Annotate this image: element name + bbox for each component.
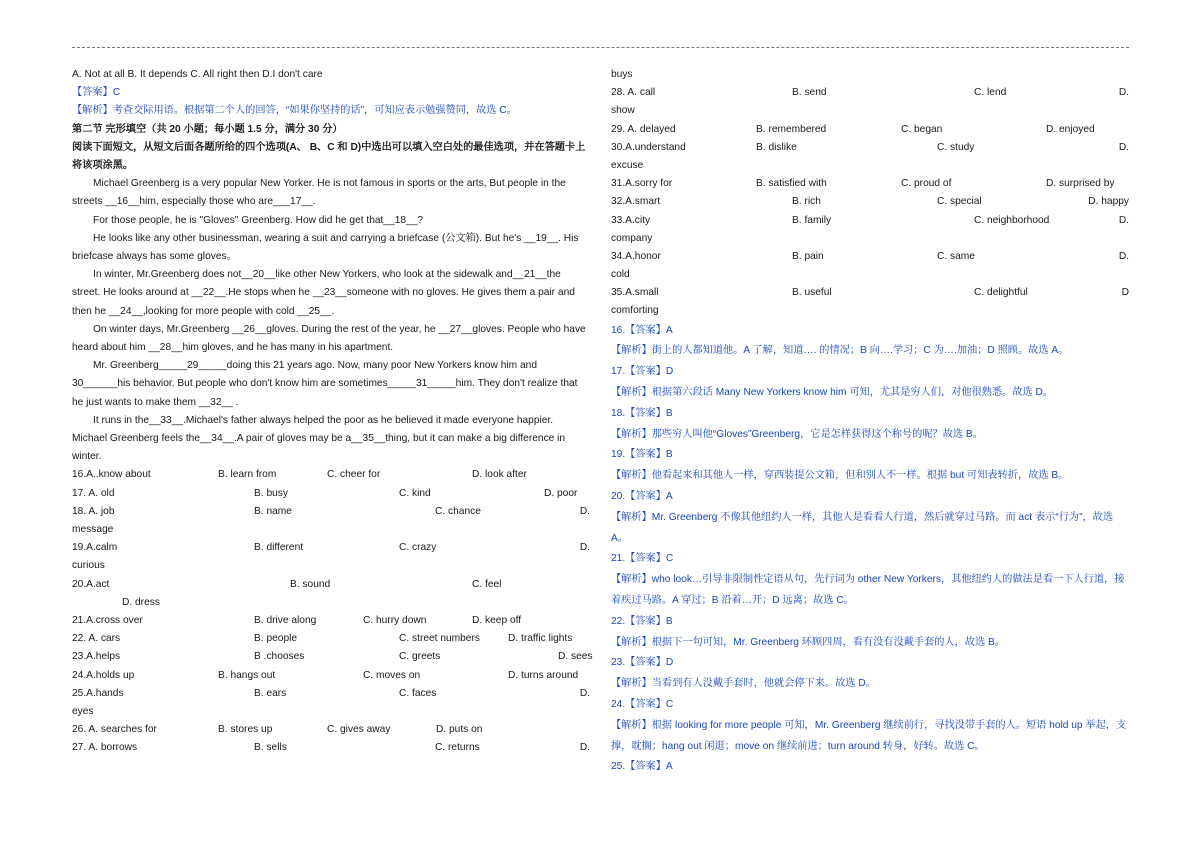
option-row: 35.A.small B. useful C. delightful D [611, 287, 1129, 299]
explanation-21: 【解析】who look…引导非限制性定语从句，先行词为 other New Yorkers，其他纽约人的做法是看一下人行道，接着疾过马路。A 穿过；B 沿着…开；D 远离；故选 C。 [611, 574, 1125, 606]
option-row: 29. A. delayed B. remembered C. began D. enjoyed [611, 123, 1095, 135]
q15-explanation: 【解析】考查交际用语。根据第二个人的回答，“如果你坚持的话”，可知应表示勉强赞同，故选 C。 [72, 105, 517, 117]
answer-25: 25.【答案】A [611, 761, 673, 773]
answer-19: 19.【答案】B [611, 449, 673, 461]
header-rule [72, 47, 1129, 48]
explanation-17: 【解析】根据第六段话 Many New Yorkers know him 可知，尤其是穷人们，对他很熟悉。故选 D。 [611, 387, 1054, 399]
option-row: 30.A.understand B. dislike C. study D. [611, 141, 1129, 153]
instructions: 阅读下面短文，从短文后面各题所给的四个选项(A、 B、C 和 D)中选出可以填入空白处的最佳选项，并在答题卡上将该项涂黑。 [72, 141, 586, 172]
answer-16: 16.【答案】A [611, 324, 673, 336]
passage-paragraph: In winter, Mr.Greenberg does not__20__like other New Yorkers, who look at the sidewalk and__21__the street. He looks around at __22__.He stops when he __23__someone with no gloves. He gives them a pair and then he __24__,looking for more people with cold __25__. [72, 269, 575, 317]
explanation-16: 【解析】街上的人都知道他。A 了解，知道…. 的情况；B 向….学习；C 为….加油；D 照顾。故选 A。 [611, 345, 1069, 357]
option-row: 27. A. borrows B. sells C. returns D. [72, 742, 590, 754]
passage-paragraph: For those people, he is "Gloves" Greenberg. How did he get that__18__? [93, 214, 424, 226]
option-row: 18. A. job B. name C. chance D. [72, 505, 590, 517]
option-row: curious [72, 560, 105, 572]
answer-21: 21.【答案】C [611, 553, 674, 565]
answer-20: 20.【答案】A [611, 491, 673, 502]
explanation-23: 【解析】当看到有人没戴手套时，他就会停下来。故选 D。 [611, 678, 876, 690]
option-row: eyes [72, 705, 94, 717]
explanation-18: 【解析】那些穷人叫他“Gloves”Greenberg，它是怎样获得这个称号的呢？故选 B。 [611, 428, 983, 440]
explanation-22: 【解析】根据下一句可知，Mr. Greenberg 环顾四周，看有没有没戴手套的人，故选 B。 [611, 636, 1005, 648]
option-row: 34.A.honor B. pain C. same D. [611, 250, 1129, 262]
option-row: 21.A.cross over B. drive along C. hurry down D. keep off [72, 614, 522, 626]
option-row: 25.A.hands B. ears C. faces D. [72, 687, 590, 699]
option-row: 20.A.act B. sound C. feel [72, 578, 502, 590]
answer-24: 24.【答案】C [611, 698, 674, 710]
option-row: company [611, 232, 653, 244]
option-row: D. dress [122, 596, 160, 608]
option-row: 23.A.helps B .chooses C. greets D. sees [72, 651, 593, 663]
passage-paragraph: It runs in the__33__.Michael's father always helped the poor as he believed it made everyone happier. Michael Greenberg feels the__34__.A pair of gloves may be a__35__thing, but it can make a big difference in winter. [72, 414, 566, 463]
answer-17: 17.【答案】D [611, 366, 674, 378]
explanation-24: 【解析】根据 looking for more people 可知，Mr. Greenberg 继续前行，寻找没带手套的人。短语 hold up 举起，支撑，耽搁；hang out 闲逛；move on 继续前进；turn around 转身，好转。故选 C。 [611, 719, 1127, 752]
left-column [72, 66, 593, 757]
option-row: buys [611, 69, 633, 80]
option-row: 28. A. call B. send C. lend D. [611, 87, 1129, 99]
option-row: 22. A. cars B. people C. street numbers D. traffic lights [72, 633, 573, 645]
explanation-19: 【解析】他看起来和其他人一样，穿西装提公文箱，但和别人不一样。根据 but 可知表转折，故选 B。 [611, 470, 1069, 482]
passage-paragraph: On winter days, Mr.Greenberg __26__gloves. During the rest of the year, he __27__gloves. People who have heard about him __28__him gloves, and he has many in his apartment. [72, 323, 586, 354]
option-row: comforting [611, 305, 659, 317]
section-title: 第二节 完形填空（共 20 小题；每小题 1.5 分，满分 30 分） [72, 123, 343, 135]
passage-paragraph: He looks like any other businessman, wearing a suit and carrying a briefcase (公文箱). But he's __19__. His briefcase always has some gloves。 [72, 232, 579, 263]
option-row: 19.A.calm B. different C. crazy D. [72, 542, 590, 554]
q15-options: A. Not at all B. It depends C. All right then D.I don't care [72, 69, 323, 80]
option-row: 17. A. old B. busy C. kind D. poor [72, 487, 578, 499]
option-row: 16.A..know about B. learn from C. cheer for D. look after [72, 469, 527, 481]
option-row: 31.A.sorry for B. satisfied with C. proud of D. surprised by [611, 178, 1115, 190]
right-column [611, 66, 1129, 778]
q15-answer: 【答案】C [72, 87, 121, 99]
option-row: 24.A.holds up B. hangs out C. moves on D. turns around [72, 669, 579, 681]
explanation-20: 【解析】Mr. Greenberg 不像其他纽约人一样，其他人是看看人行道，然后就穿过马路。而 act 表示“行为”，故选 A。 [611, 511, 1114, 544]
answer-23: 23.【答案】D [611, 657, 674, 669]
passage-paragraph: Michael Greenberg is a very popular New Yorker. He is not famous in sports or the arts, But people in the streets __16__him, especially those who are___17__. [72, 178, 566, 208]
answer-18: 18.【答案】B [611, 407, 673, 419]
option-row: 26. A. searches for B. stores up C. gives away D. puts on [72, 724, 483, 736]
option-row: 32.A.smart B. rich C. special D. happy [611, 196, 1129, 208]
option-row: show [611, 105, 635, 117]
passage-paragraph: Mr. Greenberg_____29_____doing this 21 years ago. Now, many poor New Yorkers know him and 30______his behavior. But people who don't know him are sometimes_____31_____him. They don't realize that he just wants to make them __32__ . [72, 360, 578, 408]
option-row: excuse [611, 159, 644, 171]
option-row: cold [611, 269, 630, 281]
answer-22: 22.【答案】B [611, 615, 673, 627]
option-row: message [72, 524, 114, 536]
option-row: 33.A.city B. family C. neighborhood D. [611, 214, 1129, 226]
